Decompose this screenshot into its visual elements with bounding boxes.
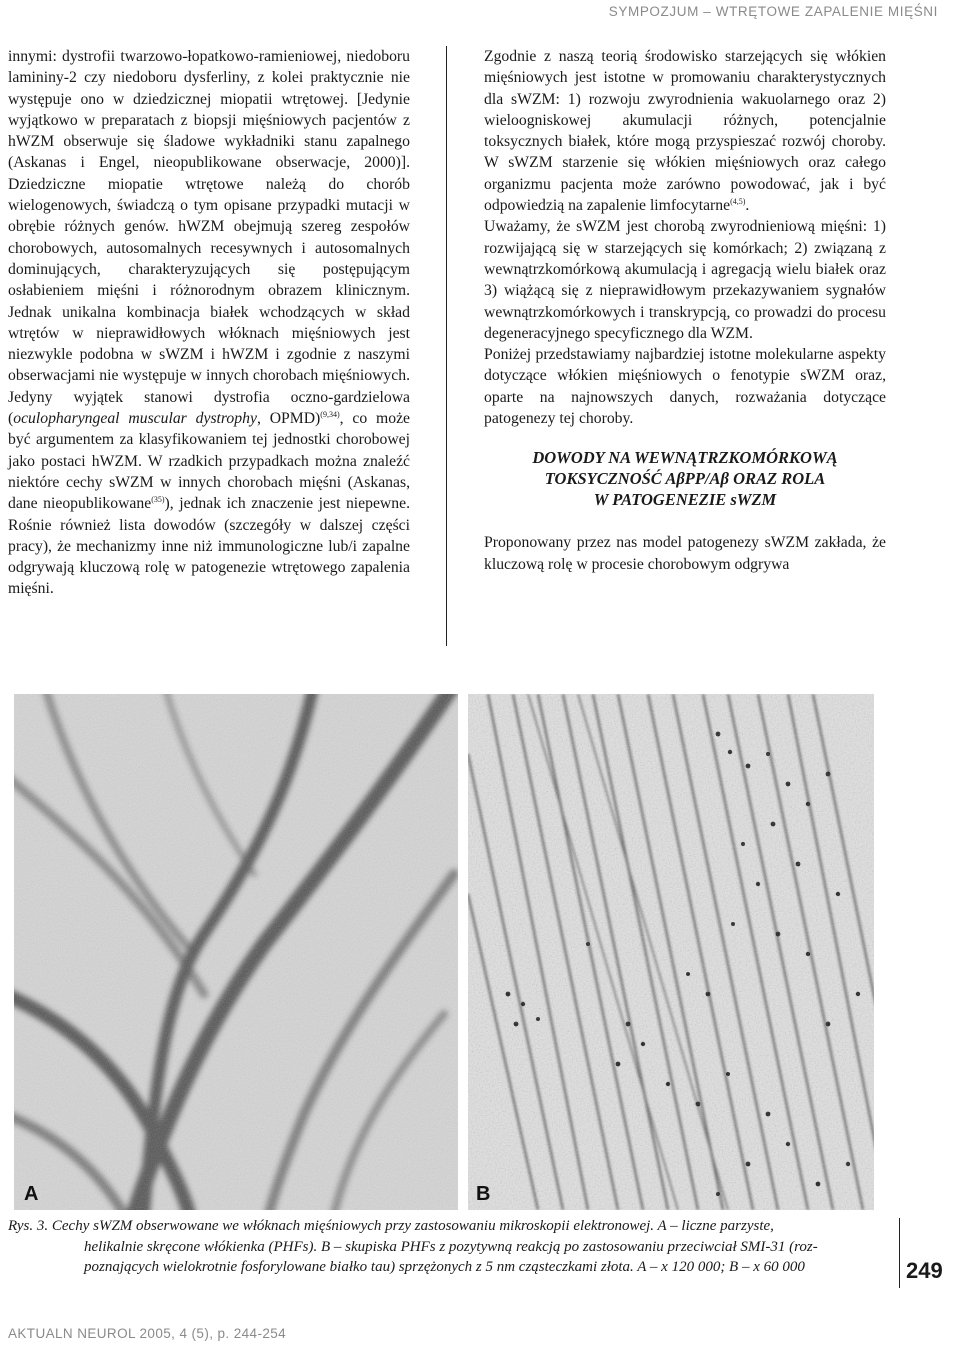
- right-column: [484, 46, 886, 575]
- caption-line: poznających wielokrotnie fosforylowane białko tau) sprzężonych z 5 nm cząsteczkami złota. A – x 120 000; B – x 60 000: [84, 1259, 805, 1275]
- left-column: [8, 46, 410, 600]
- caption-line: Rys. 3. Cechy sWZM obserwowane we włóknach mięśniowych przy zastosowaniu mikroskopii elektronowej. A – liczne parzyste,: [8, 1218, 774, 1234]
- micrograph-a-image: [14, 694, 458, 1210]
- section-heading: DOWODY NA WEWNĄTRZKOMÓRKOWĄ TOKSYCZNOŚĆ AβPP/Aβ ORAZ ROLA W PATOGENEZIE sWZM: [532, 448, 838, 510]
- journal-citation-footer: AKTUALN NEUROL 2005, 4 (5), p. 244-254: [8, 1326, 287, 1341]
- right-paragraph-2: Uważamy, że sWZM jest chorobą zwyrodnieniową mięśni: 1) rozwijającą się w starzejących się komórkach; 2) związaną z wewnątrzkomórkową akumulacją i agregacją wielu białek oraz 3) wiążącą się z nieprawidłowym przekazywaniem sygnałów wewnątrzkomórkowych i transkrypcją, co prowadzi do procesu degeneracyjnego specyficznego dla WZM.: [484, 218, 886, 342]
- page-number-rule: [899, 1218, 900, 1288]
- figure-caption: [8, 1216, 888, 1278]
- page-number: 249: [906, 1258, 943, 1283]
- running-header: SYMPOZJUM – WTRĘTOWE ZAPALENIE MIĘŚNI: [608, 4, 938, 19]
- right-paragraph-3: Poniżej przedstawiamy najbardziej istotne molekularne aspekty dotyczące włókien mięśniowych o fenotypie sWZM oraz, oparte na najnowszych danych, rozważania dotyczące patogenezy tej choroby.: [484, 346, 886, 428]
- micrograph-panel-a: [14, 694, 458, 1210]
- caption-line: helikalnie skręcone włókienka (PHFs). B – skupiska PHFs z pozytywną reakcją po zastosowaniu przeciwciał SMI-31 (roz-: [84, 1238, 818, 1255]
- figure-3: [14, 694, 874, 1210]
- right-paragraph-4: Proponowany przez nas model patogenezy sWZM zakłada, że kluczową rolę w procesie chorobowym odgrywa: [484, 534, 886, 573]
- right-paragraph-1: Zgodnie z naszą teorią środowisko starzejących się włókien mięśniowych jest istotne w promowaniu charakterystycznych dla sWZM: 1) rozwoju zwyrodnienia wakuolarnego oraz 2) wieloogniskowej akumulacji różnych, potencjalnie toksycznych białek, które mogą przyspieszać rozwój choroby. W sWZM starzenie się włókien mięśniowych oraz całego organizmu pacjenta może zarówno powodować, jak i być odpowiedzią na zapalenie limfocytarne$^{(4,5)}$.: [484, 48, 886, 215]
- left-paragraph: innymi: dystrofii twarzowo-łopatkowo-ramieniowej, niedoboru lamininy-2 czy niedoboru dysferliny, z kolei praktycznie nie występuje ono w dziedzicznej miopatii wtrętowej. [Jedynie wyjątkowo w preparatach z biopsji mięśniowych pacjentów z hWZM obserwuje się śladowe wykładniki stanu zapalnego (Askanas i Engel, nieopublikowane obserwacje, 2000)]. Dziedziczne miopatie wtrętowe należą do chorób wielogenowych, świadczą o tym opisane przypadki mutacji w obrębie różnych genów. hWZM obejmują szereg zespołów chorobowych, autosomalnych recesywnych i autosomalnych dominujących, charakteryzujących się postępującym osłabieniem mięśni i różnorodnym obrazem klinicznym. Jednak unikalna kombinacja białek wchodzących w skład wtrętów w nieprawidłowych włóknach mięśniowych jest niezwykle podobna w sWZM i hWZM i zgodnie z naszymi obserwacjami nie występuje w innych chorobach mięśniowych. Jedyny wyjątek stanowi dystrofia oczno-gardzielowa (oculopharyngeal muscular dystrophy, OPMD)$^{(9,34)}$, co może być argumentem za klasyfikowaniem tej jednostki chorobowej jako postaci hWZM. W rzadkich przypadkach można znaleźć niektóre cechy sWZM w innych chorobach mięśni (Askanas, dane nieopublikowane$^{(35)}$), jednak ich znaczenie jest niepewne. Rośnie również lista dowodów (szczegóły w dalszej części pracy), że mechanizmy inne niż immunologiczne lub/i zapalne odgrywają kluczową rolę w patogenezie wtrętowego zapalenia mięśni.: [8, 48, 411, 598]
- micrograph-b-image: [468, 694, 874, 1210]
- reference-superscript: (4,5): [730, 197, 746, 207]
- reference-superscript: (35): [151, 495, 165, 505]
- panel-a-label: A: [24, 1183, 39, 1205]
- micrograph-panel-b: [468, 694, 874, 1210]
- reference-superscript: (9,34): [320, 410, 340, 420]
- column-divider: [446, 46, 447, 646]
- panel-b-label: B: [476, 1183, 491, 1205]
